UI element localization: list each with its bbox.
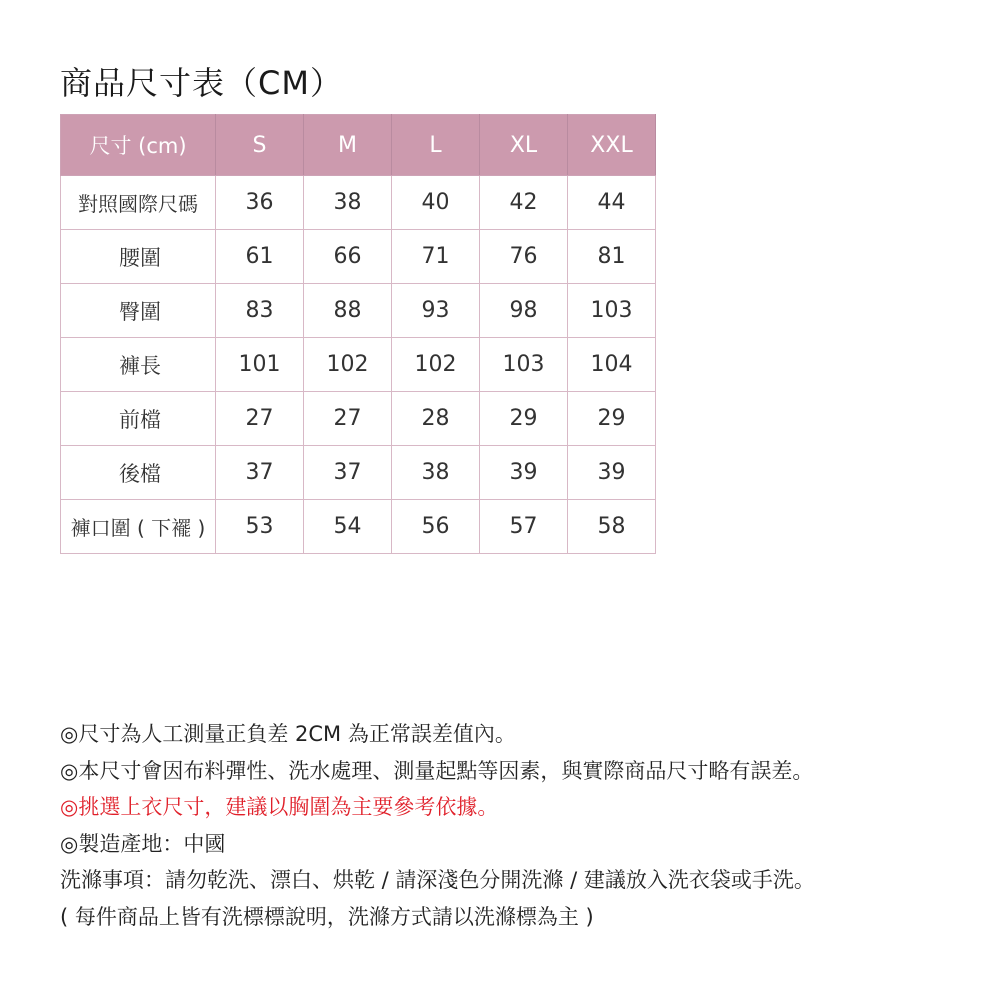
row-label-hip: 臀圍 [61, 284, 216, 338]
header-size-xxl: XXL [568, 115, 656, 176]
table-cell: 104 [568, 338, 656, 392]
table-cell: 42 [480, 176, 568, 230]
table-cell: 102 [304, 338, 392, 392]
table-cell: 71 [392, 230, 480, 284]
header-size-m: M [304, 115, 392, 176]
header-size-s: S [216, 115, 304, 176]
table-cell: 58 [568, 500, 656, 554]
table-cell: 44 [568, 176, 656, 230]
row-label-international-size: 對照國際尺碼 [61, 176, 216, 230]
header-size-l: L [392, 115, 480, 176]
note-measurement-tolerance: ◎尺寸為人工測量正負差 2CM 為正常誤差值內。 [60, 722, 516, 746]
size-table [60, 114, 656, 554]
table-cell: 57 [480, 500, 568, 554]
table-cell: 28 [392, 392, 480, 446]
table-cell: 53 [216, 500, 304, 554]
row-label-leg-opening: 褲口圍 ( 下襬 ) [61, 500, 216, 554]
table-row [61, 230, 656, 284]
row-label-waist: 腰圍 [61, 230, 216, 284]
note-washing-label: ( 每件商品上皆有洗標標說明，洗滌方式請以洗滌標為主 ) [60, 904, 594, 929]
header-size-xl: XL [480, 115, 568, 176]
header-size-unit: 尺寸 (cm) [61, 115, 216, 176]
table-row [61, 392, 656, 446]
row-label-front-rise: 前檔 [61, 392, 216, 446]
row-label-pants-length: 褲長 [61, 338, 216, 392]
table-row [61, 500, 656, 554]
note-top-size-advice: ◎挑選上衣尺寸，建議以胸圍為主要參考依據。 [60, 795, 499, 819]
table-cell: 101 [216, 338, 304, 392]
note-washing-instructions: 洗滌事項：請勿乾洗、漂白、烘乾 / 請深淺色分開洗滌 / 建議放入洗衣袋或手洗。 [60, 868, 815, 892]
table-cell: 76 [480, 230, 568, 284]
table-cell: 81 [568, 230, 656, 284]
page-title: 商品尺寸表（CM） [60, 64, 343, 102]
table-cell: 39 [568, 446, 656, 500]
table-cell: 36 [216, 176, 304, 230]
table-cell: 54 [304, 500, 392, 554]
note-origin: ◎製造產地：中國 [60, 831, 226, 856]
table-row [61, 176, 656, 230]
table-cell: 103 [568, 284, 656, 338]
table-cell: 40 [392, 176, 480, 230]
table-cell: 66 [304, 230, 392, 284]
table-cell: 29 [480, 392, 568, 446]
table-cell: 37 [216, 446, 304, 500]
table-cell: 102 [392, 338, 480, 392]
table-cell: 39 [480, 446, 568, 500]
table-row [61, 284, 656, 338]
table-cell: 61 [216, 230, 304, 284]
row-label-back-rise: 後檔 [61, 446, 216, 500]
table-cell: 98 [480, 284, 568, 338]
note-fabric-variance: ◎本尺寸會因布料彈性、洗水處理、測量起點等因素，與實際商品尺寸略有誤差。 [60, 758, 814, 783]
table-cell: 38 [304, 176, 392, 230]
table-cell: 38 [392, 446, 480, 500]
table-cell: 83 [216, 284, 304, 338]
table-row [61, 338, 656, 392]
table-cell: 93 [392, 284, 480, 338]
table-cell: 29 [568, 392, 656, 446]
table-cell: 103 [480, 338, 568, 392]
notes-section [60, 716, 815, 935]
table-cell: 27 [216, 392, 304, 446]
table-cell: 88 [304, 284, 392, 338]
table-header-row [61, 115, 656, 176]
table-cell: 37 [304, 446, 392, 500]
table-cell: 27 [304, 392, 392, 446]
table-cell: 56 [392, 500, 480, 554]
table-row [61, 446, 656, 500]
